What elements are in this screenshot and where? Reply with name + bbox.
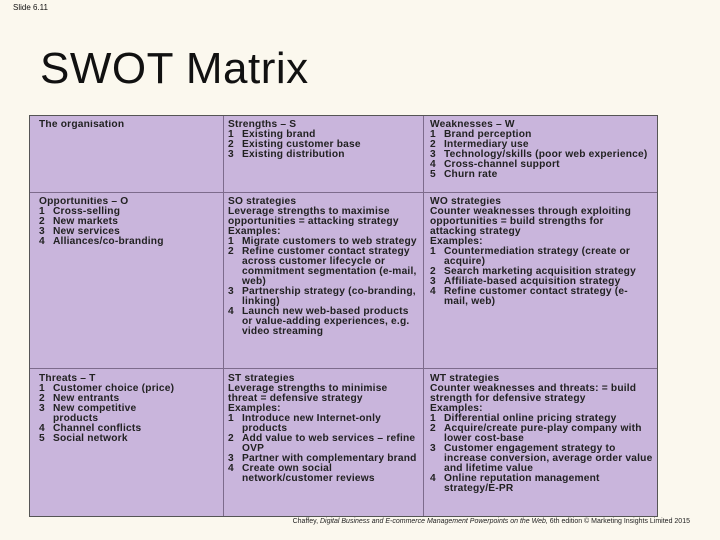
- so-strategies-cell: [228, 197, 418, 365]
- list-item: 4 Refine customer contact strategy (e-mail, web): [430, 286, 628, 307]
- list-item: 3 Existing distribution: [228, 149, 345, 160]
- list-item: 5 Social network: [39, 433, 128, 444]
- list-item: 3 New competitive products: [39, 403, 137, 424]
- weaknesses-heading: Weaknesses – W: [430, 120, 515, 130]
- organisation-cell: [39, 120, 179, 130]
- st-description: Leverage strengths to minimise threat = defensive strategy: [228, 383, 388, 404]
- footer-author: Chaffey,: [292, 518, 320, 525]
- swot-matrix: [29, 115, 658, 517]
- list-item: 2 Refine customer contact strategy across customer lifecycle or commitment segmentation (e-mail, web): [228, 246, 417, 287]
- wt-strategies-cell: [430, 374, 654, 514]
- list-item: 1 Existing brand: [228, 129, 316, 140]
- list-item: 2 Existing customer base: [228, 139, 361, 150]
- strengths-cell: [228, 120, 418, 160]
- divider: [30, 368, 657, 369]
- organisation-label: The organisation: [39, 120, 125, 130]
- wo-examples-label: Examples:: [430, 236, 483, 247]
- divider: [30, 192, 657, 193]
- divider: [423, 116, 424, 516]
- list-item: 3 Partnership strategy (co-branding, linking): [228, 286, 416, 307]
- footer-edition: 6th edition © Marketing Insights Limited 2015: [547, 518, 690, 525]
- slide-title: SWOT Matrix: [40, 44, 309, 93]
- threats-cell: [39, 374, 219, 444]
- list-item: 4 Launch new web-based products or value-adding experiences, e.g. video streaming: [228, 306, 410, 337]
- list-item: 1 Differential online pricing strategy: [430, 413, 617, 424]
- divider: [223, 116, 224, 516]
- list-item: 2 New markets: [39, 216, 119, 227]
- list-item: 1 Cross-selling: [39, 206, 121, 217]
- list-item: 4 Online reputation management strategy/E-PR: [430, 473, 600, 494]
- opportunities-heading: Opportunities – O: [39, 197, 129, 207]
- wt-description: Counter weaknesses and threats: = build strength for defensive strategy: [430, 383, 637, 404]
- slide-number: Slide 6.11: [13, 3, 48, 12]
- wo-strategies-cell: [430, 197, 652, 365]
- wt-heading: WT strategies: [430, 374, 500, 384]
- list-item: 4 Alliances/co-branding: [39, 236, 164, 247]
- list-item: 2 New entrants: [39, 393, 120, 404]
- list-item: 2 Acquire/create pure-play company with lower cost-base: [430, 423, 642, 444]
- list-item: 2 Search marketing acquisition strategy: [430, 266, 636, 277]
- list-item: 1 Customer choice (price): [39, 383, 175, 394]
- threats-heading: Threats – T: [39, 374, 96, 384]
- footer-book-title: Digital Business and E-commerce Management Powerpoints on the Web,: [319, 518, 548, 525]
- list-item: 2 Add value to web services – refine OVP: [228, 433, 416, 454]
- list-item: 4 Cross-channel support: [430, 159, 560, 170]
- list-item: 1 Brand perception: [430, 129, 532, 140]
- list-item: 1 Countermediation strategy (create or acquire): [430, 246, 631, 267]
- st-strategies-cell: [228, 374, 418, 514]
- opportunities-cell: [39, 197, 219, 247]
- weaknesses-cell: [430, 120, 652, 190]
- list-item: 4 Create own social network/customer reviews: [228, 463, 375, 484]
- so-heading: SO strategies: [228, 197, 297, 207]
- list-item: 5 Churn rate: [430, 169, 498, 180]
- list-item: 3 Partner with complementary brand: [228, 453, 417, 464]
- wo-description: Counter weaknesses through exploiting opportunities = build strengths for attacking strategy: [430, 206, 631, 237]
- so-description: Leverage strengths to maximise opportunities = attacking strategy: [228, 206, 399, 227]
- st-examples-label: Examples:: [228, 403, 281, 414]
- wo-heading: WO strategies: [430, 197, 502, 207]
- st-heading: ST strategies: [228, 374, 295, 384]
- footer-citation: [293, 518, 690, 525]
- list-item: 3 Technology/skills (poor web experience): [430, 149, 648, 160]
- list-item: 1 Introduce new Internet-only products: [228, 413, 381, 434]
- list-item: 2 Intermediary use: [430, 139, 529, 150]
- so-examples-label: Examples:: [228, 226, 281, 237]
- list-item: 3 Customer engagement strategy to increase conversion, average order value and lifetime value: [430, 443, 653, 474]
- list-item: 4 Channel conflicts: [39, 423, 142, 434]
- wt-examples-label: Examples:: [430, 403, 483, 414]
- strengths-heading: Strengths – S: [228, 120, 297, 130]
- list-item: 3 New services: [39, 226, 120, 237]
- list-item: 1 Migrate customers to web strategy: [228, 236, 417, 247]
- list-item: 3 Affiliate-based acquisition strategy: [430, 276, 621, 287]
